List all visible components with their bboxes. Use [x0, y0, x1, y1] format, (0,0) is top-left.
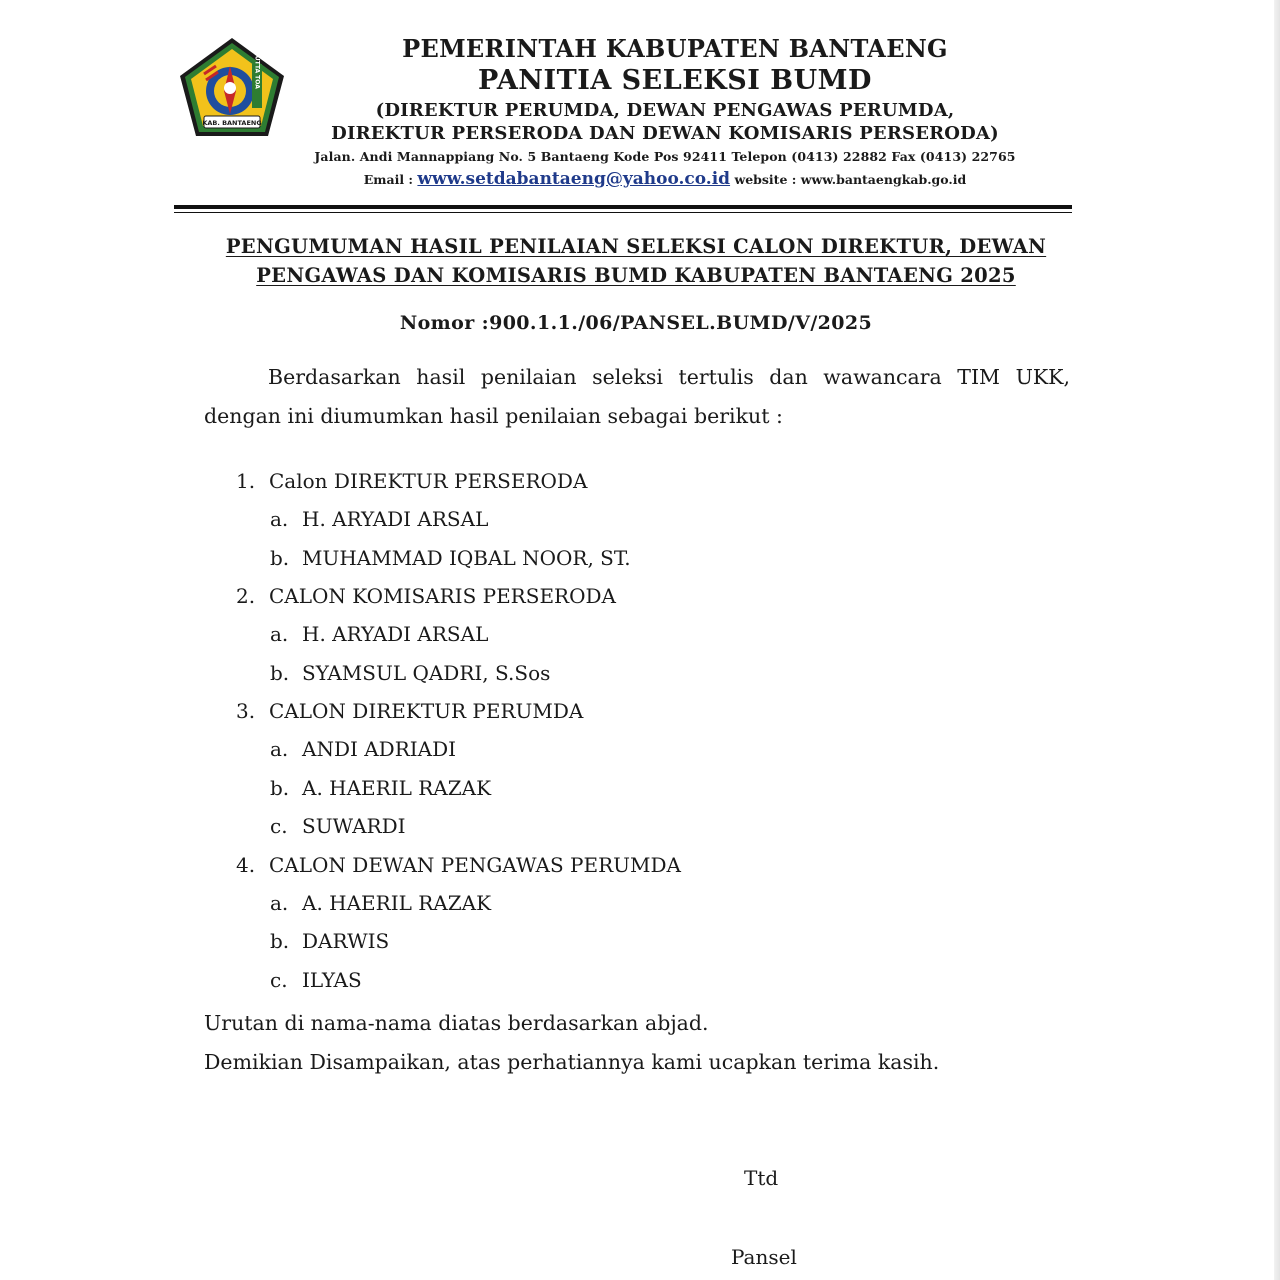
candidate-name: MUHAMMAD IQBAL NOOR, ST. [302, 545, 631, 570]
candidate-letter: a. [270, 737, 289, 761]
title-line1: PENGUMUMAN HASIL PENILAIAN SELEKSI CALON DIREKTUR, DEWAN [225, 235, 1047, 258]
candidate-name: SYAMSUL QADRI, S.Sos [302, 660, 551, 685]
letterhead [250, 34, 1080, 189]
candidate-item [236, 884, 1036, 923]
category-label: CALON KOMISARIS PERSERODA [269, 584, 616, 608]
closing-text [204, 1004, 939, 1082]
category-number: 3. [236, 699, 256, 723]
category-number: 1. [236, 469, 256, 493]
candidate-letter: c. [270, 967, 288, 992]
candidate-letter: a. [270, 890, 289, 915]
candidate-letter: b. [270, 660, 290, 685]
contact-line [250, 169, 1080, 189]
committee-scope-line1: (DIREKTUR PERUMDA, DEWAN PENGAWAS PERUMDA, [375, 100, 955, 121]
candidate-item [236, 539, 1036, 578]
letterhead-divider-thick [174, 205, 1072, 209]
candidate-name: DARWIS [302, 929, 390, 953]
candidate-letter: b. [270, 545, 290, 570]
intro-paragraph [204, 358, 1070, 436]
candidate-item [236, 730, 1036, 769]
candidate-item [236, 500, 1036, 539]
signature-ttd: Ttd [744, 1166, 779, 1190]
category-item [236, 462, 1036, 500]
page-edge [1274, 0, 1280, 1280]
category-number: 2. [236, 584, 256, 608]
candidate-name: ANDI ADRIADI [302, 737, 457, 761]
candidate-name: A. HAERIL RAZAK [302, 890, 492, 915]
category-label: CALON DEWAN PENGAWAS PERUMDA [269, 852, 681, 877]
signature-pansel: Pansel [731, 1245, 797, 1269]
document-number: Nomor :900.1.1./06/PANSEL.BUMD/V/2025 [399, 312, 873, 334]
committee-scope-line2: DIREKTUR PERSERODA DAN DEWAN KOMISARIS PERSERODA) [331, 123, 999, 144]
committee-name: PANITIA SELEKSI BUMD [478, 65, 872, 96]
logo-banner-text: KAB. BANTAENG [202, 119, 262, 127]
website-label: website : [734, 172, 797, 187]
category-number: 4. [236, 852, 256, 877]
category-label: Calon DIREKTUR PERSERODA [269, 469, 588, 493]
candidate-name: H. ARYADI ARSAL [302, 507, 489, 531]
candidate-name: H. ARYADI ARSAL [302, 622, 489, 646]
candidate-letter: c. [270, 814, 288, 838]
logo-side-text: BUTTA TOA [253, 51, 261, 89]
candidate-item [236, 654, 1036, 693]
candidate-letter: a. [270, 622, 289, 646]
address-line: Jalan. Andi Mannappiang No. 5 Bantaeng Kode Pos 92411 Telepon (0413) 22882 Fax (0413) 22765 [314, 149, 1016, 164]
candidate-letter: b. [270, 775, 290, 800]
candidate-letter: b. [270, 929, 290, 953]
letterhead-divider-thin [174, 212, 1072, 213]
category-item [236, 577, 1036, 615]
category-item [236, 692, 1036, 730]
category-item [236, 846, 1036, 884]
candidate-name: ILYAS [302, 967, 362, 992]
intro-text: Berdasarkan hasil penilaian seleksi tertulis dan wawancara TIM UKK, dengan ini diumumkan hasil penilaian sebagai berikut : [204, 365, 1070, 428]
candidate-item [236, 922, 1036, 961]
government-name: PEMERINTAH KABUPATEN BANTAENG [402, 34, 948, 63]
candidate-item [236, 615, 1036, 654]
website-text: www.bantaengkab.go.id [800, 172, 967, 187]
candidate-item [236, 769, 1036, 808]
email-label: Email : [363, 172, 414, 187]
closing-line2: Demikian Disampaikan, atas perhatiannya kami ucapkan terima kasih. [204, 1050, 940, 1074]
announcement-title [200, 232, 1072, 290]
candidate-list [236, 462, 1036, 999]
candidate-item [236, 807, 1036, 846]
candidate-letter: a. [270, 507, 289, 531]
candidate-name: A. HAERIL RAZAK [302, 775, 492, 800]
email-link[interactable]: www.setdabantaeng@yahoo.co.id [417, 169, 731, 189]
closing-line1: Urutan di nama-nama diatas berdasarkan abjad. [204, 1011, 709, 1035]
candidate-item [236, 961, 1036, 1000]
category-label: CALON DIREKTUR PERUMDA [269, 699, 584, 723]
candidate-name: SUWARDI [302, 814, 406, 838]
title-line2: PENGAWAS DAN KOMISARIS BUMD KABUPATEN BANTAENG 2025 [256, 264, 1016, 287]
